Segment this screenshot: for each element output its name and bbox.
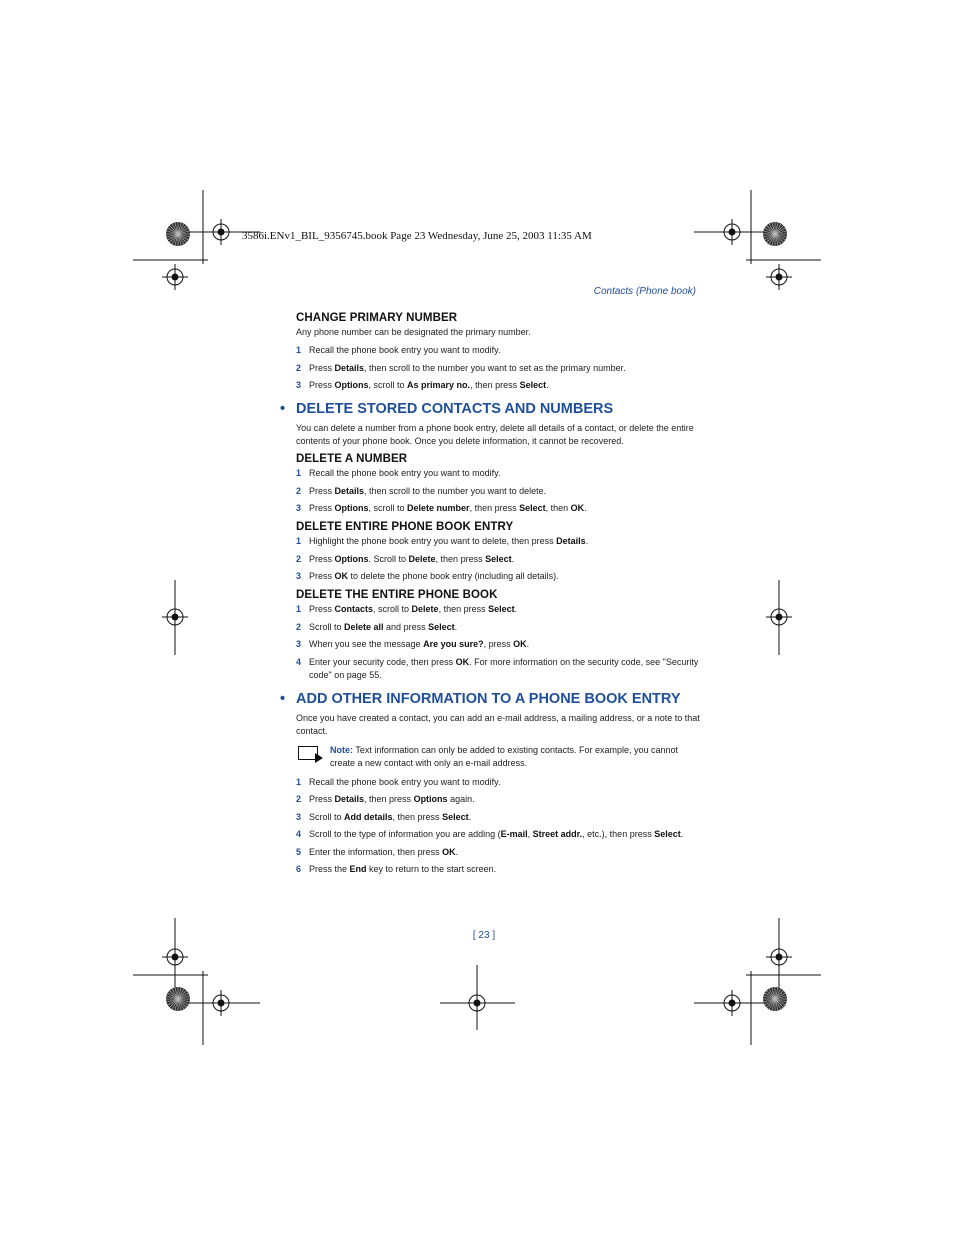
step-number: 1 [296,776,302,787]
registration-target-icon [162,604,188,630]
step-keyword: Select [485,553,512,564]
step-keyword: Select [488,604,515,614]
step-item [296,553,700,566]
step-text: . [585,536,589,546]
step-keyword: Options [334,380,369,390]
subheading-delete-entry: DELETE ENTIRE PHONE BOOK ENTRY [296,521,514,533]
step-text: . [514,604,518,614]
step-item [296,776,700,789]
step-text: Scroll to [309,811,345,822]
step-number: 5 [296,846,302,857]
step-item [296,638,700,651]
step-number: 2 [296,794,302,804]
step-keyword: Details [334,362,365,373]
step-keyword: Street addr. [532,829,583,839]
step-text: , scroll to [368,380,408,390]
step-text: Recall the phone book entry you want to modify. [309,776,501,787]
step-text: , then press [470,380,520,390]
step-keyword: Add details [344,811,393,822]
step-text: Scroll to [309,621,345,632]
step-keyword: Are you sure? [423,639,484,649]
step-keyword: Details [556,536,586,546]
registration-target-icon [719,219,745,245]
step-text: . For more information on the security code, see "Security code" on page 55. [309,656,699,680]
subheading-delete-book: DELETE THE ENTIRE PHONE BOOK [296,589,498,601]
registration-target-icon [208,219,234,245]
change-primary-intro: Any phone number can be designated the primary number. [296,327,531,337]
step-text: . [455,846,459,857]
section-heading-delete [280,400,700,418]
step-item [296,502,700,515]
step-text: . Scroll to [368,553,409,564]
add-intro: Once you have created a contact, you can add an e-mail address, a mailing address, or a note to that contact. [296,712,700,736]
star-target-icon [166,987,190,1011]
step-text: , then press [469,503,520,513]
step-item [296,793,700,806]
step-keyword: Select [519,503,546,513]
step-text: , scroll to [373,604,412,614]
section-heading-delete-text: DELETE STORED CONTACTS AND NUMBERS [296,401,614,417]
step-text: Press [309,485,335,496]
step-keyword: Details [334,794,365,804]
step-item [296,811,700,824]
step-text: again. [447,794,475,804]
step-text: , then scroll to the number you want to set as the primary number. [364,362,626,373]
section-heading-add [280,690,700,708]
step-keyword: Details [334,485,365,496]
step-text: Highlight the phone book entry you want to delete, then press [309,536,557,546]
registration-target-icon [162,944,188,970]
step-keyword: OK [334,571,349,581]
step-item [296,828,700,841]
step-text: , [527,829,533,839]
registration-target-icon [719,990,745,1016]
step-number: 3 [296,503,302,513]
step-number: 1 [296,468,302,478]
step-text: Press [309,553,335,564]
subheading-delete-number: DELETE A NUMBER [296,453,408,465]
step-text: , then [545,503,571,513]
registration-target-icon [766,264,792,290]
step-keyword: Select [519,380,547,390]
section-bullet: • [280,690,286,707]
step-text: , then press [392,811,443,822]
page-number: [ 23 ] [472,930,496,941]
step-keyword: Delete number [407,503,470,513]
step-item [296,362,700,375]
delete-book-steps [296,603,700,682]
step-text: Press [309,604,335,614]
step-number: 1 [296,345,302,355]
delete-number-steps [296,467,700,515]
step-text: . [680,829,684,839]
step-number: 3 [296,571,302,581]
step-text: . [454,621,458,632]
star-target-icon [763,222,787,246]
subheading-change-primary: CHANGE PRIMARY NUMBER [296,312,458,324]
step-number: 2 [296,362,302,373]
step-text: , etc.), then press [582,829,655,839]
registration-target-icon [766,604,792,630]
step-text: . [526,639,530,649]
step-text: . [546,380,549,390]
step-keyword: Delete all [344,621,384,632]
step-text: Scroll to the type of information you are adding ( [309,829,501,839]
step-text: Press [309,380,335,390]
step-number: 1 [296,536,302,546]
step-keyword: Delete [408,553,436,564]
step-text: key to return to the start screen. [366,864,497,874]
step-keyword: Select [428,621,455,632]
step-keyword: Select [442,811,469,822]
registration-target-icon [208,990,234,1016]
step-keyword: OK [455,656,470,667]
step-text: Press [309,362,335,373]
step-number: 2 [296,485,302,496]
step-text: . [584,503,587,513]
step-text: , scroll to [368,503,408,513]
step-item [296,467,700,480]
star-target-icon [763,987,787,1011]
registration-target-icon [464,990,490,1016]
note-text: Text information can only be added to existing contacts. For example, you cannot create a new contact with only an e-mail address. [330,744,679,768]
step-item [296,656,700,682]
step-item [296,621,700,634]
step-text: , then press [438,604,489,614]
step-item [296,846,700,859]
running-head: Contacts (Phone book) [593,286,696,297]
step-number: 4 [296,829,302,839]
step-number: 1 [296,604,302,614]
step-keyword: OK [442,846,456,857]
step-text: , then scroll to the number you want to delete. [364,485,547,496]
delete-entry-steps [296,535,700,583]
step-text: Enter the information, then press [309,846,443,857]
step-text: Enter your security code, then press [309,656,456,667]
step-item [296,344,700,357]
registration-target-icon [162,264,188,290]
step-text: and press [383,621,429,632]
page-content [280,312,700,882]
step-text: , then press [435,553,486,564]
step-text: . [511,553,515,564]
step-keyword: Select [654,829,681,839]
step-item [296,535,700,548]
print-slug-line: 3586i.ENv1_BIL_9356745.book Page 23 Wednesday, June 25, 2003 11:35 AM [242,230,592,242]
step-keyword: E-mail [500,829,528,839]
step-text: Press [309,503,335,513]
step-item [296,863,700,876]
step-item [296,570,700,583]
step-keyword: As primary no. [407,380,471,390]
step-number: 2 [296,553,302,564]
step-text: Recall the phone book entry you want to modify. [309,345,501,355]
step-number: 3 [296,380,302,390]
step-number: 2 [296,621,302,632]
step-text: . [468,811,472,822]
step-number: 3 [296,639,302,649]
section-bullet: • [280,401,286,417]
step-number: 3 [296,811,302,822]
step-keyword: OK [513,639,527,649]
star-target-icon [166,222,190,246]
note-hand-icon [298,746,318,760]
registration-target-icon [766,944,792,970]
step-keyword: Options [334,503,369,513]
step-text: , then press [364,794,414,804]
step-item [296,485,700,498]
delete-intro: You can delete a number from a phone book entry, delete all details of a contact, or delete the entire contents of your phone book. Once you delete information, it cannot be recovered. [296,423,694,446]
step-text: Press [309,571,335,581]
step-text: Press [309,794,335,804]
note-box [296,744,700,770]
step-keyword: OK [570,503,585,513]
step-text: When you see the message [309,639,424,649]
step-keyword: Delete [411,604,439,614]
step-item [296,379,700,392]
step-text: Recall the phone book entry you want to modify. [309,468,501,478]
add-steps [296,776,700,877]
section-heading-add-text: ADD OTHER INFORMATION TO A PHONE BOOK ENTRY [296,690,681,707]
step-text: to delete the phone book entry (including all details). [348,571,559,581]
step-text: , press [483,639,514,649]
step-keyword: Options [334,553,369,564]
step-number: 6 [296,864,302,874]
change-primary-steps [296,344,700,392]
note-label: Note: [330,744,353,755]
step-number: 4 [296,656,302,667]
step-keyword: Contacts [334,604,374,614]
step-keyword: End [349,864,367,874]
step-item [296,603,700,616]
step-keyword: Options [413,794,448,804]
step-text: Press the [309,864,350,874]
